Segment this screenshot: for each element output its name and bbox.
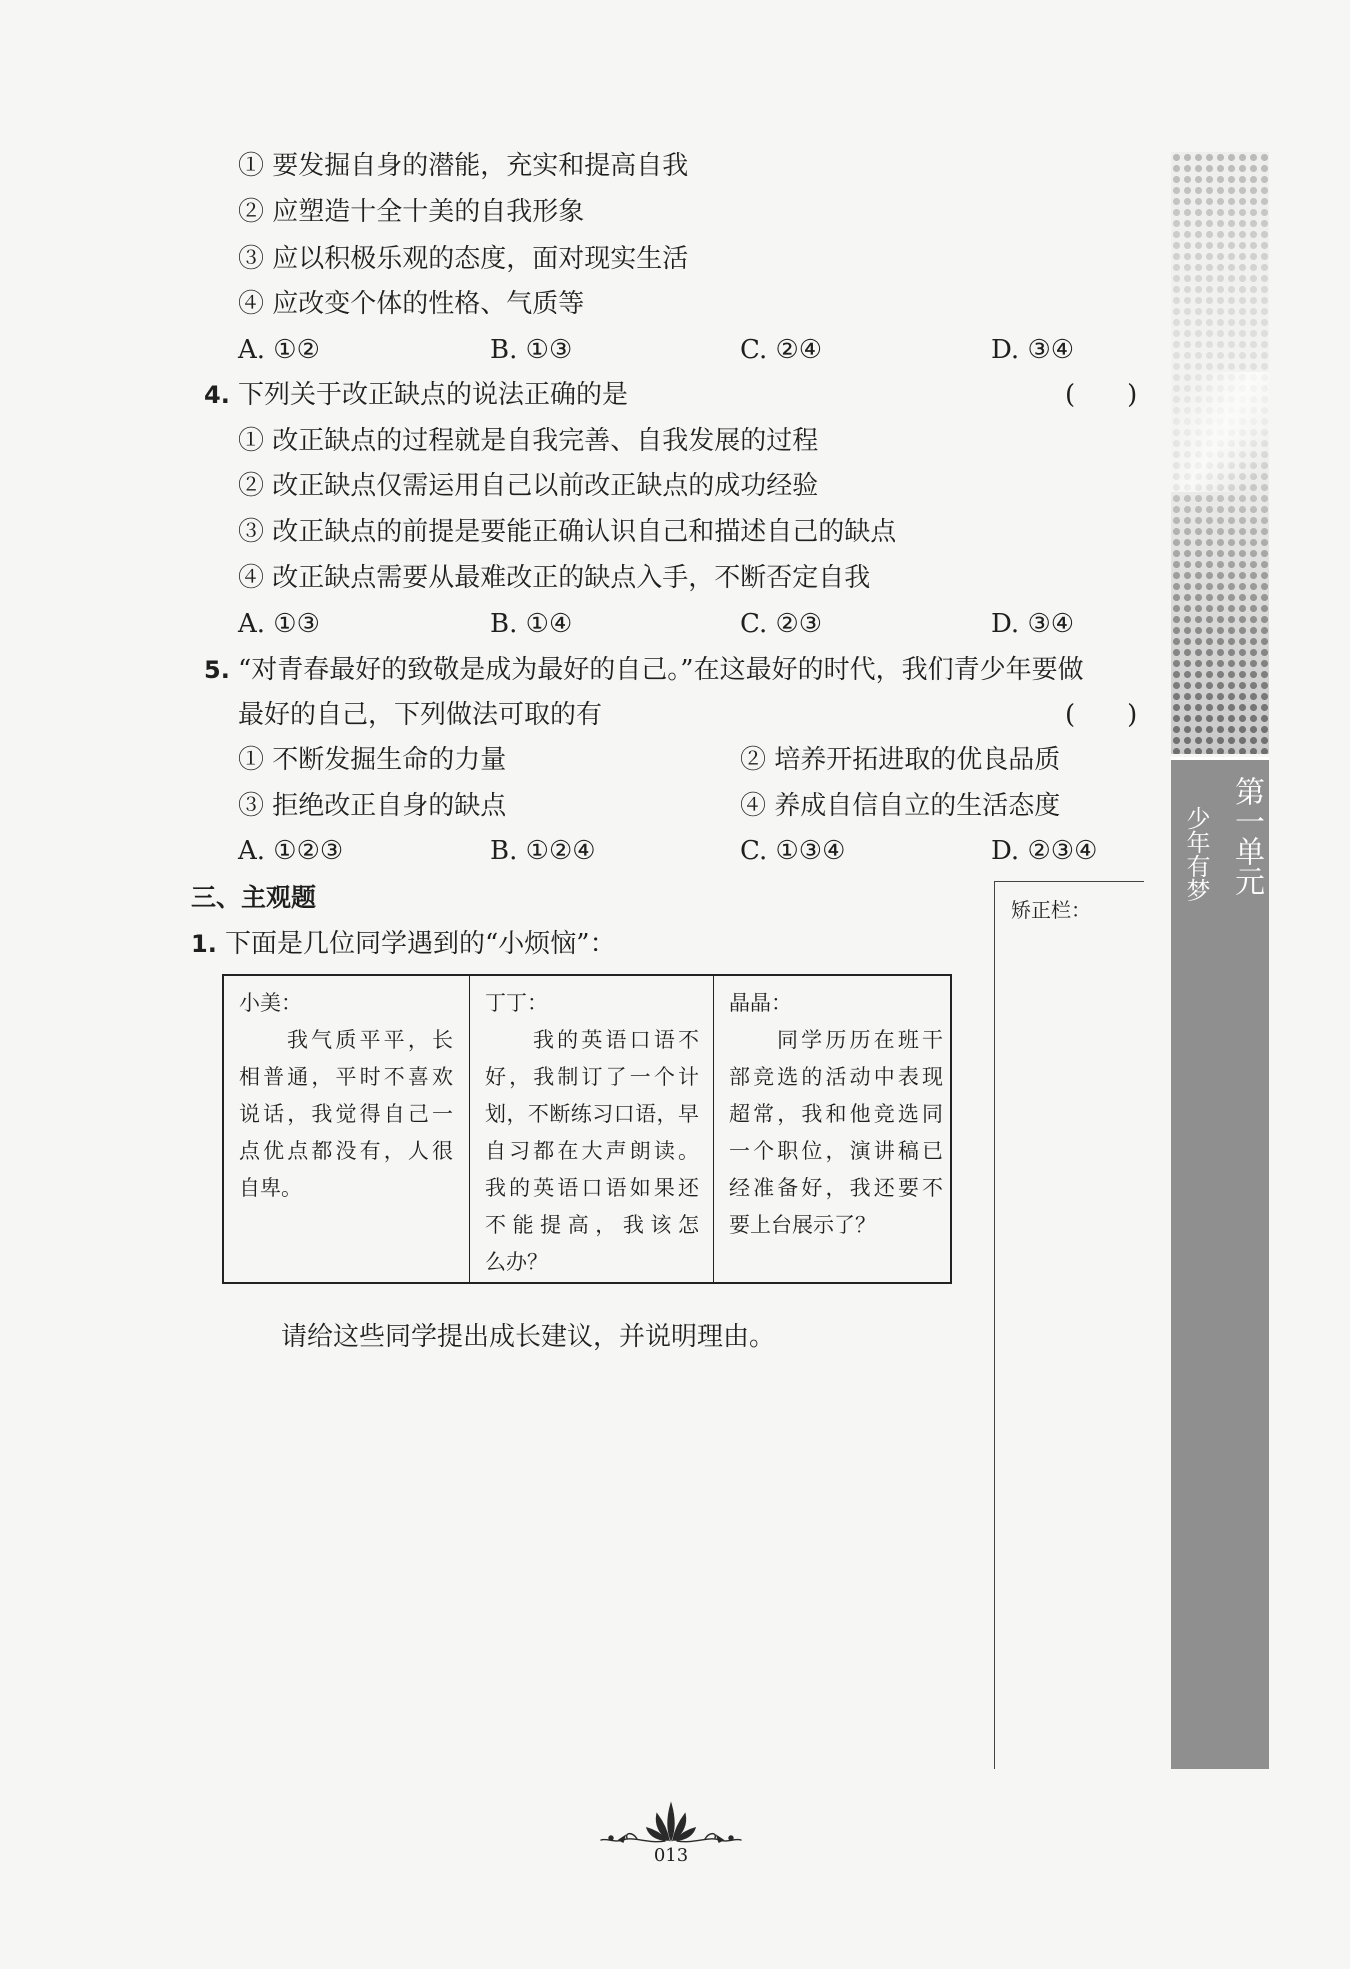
q3-statement-4: ④ 应改变个体的性格、气质等 [238, 289, 585, 319]
page-number: 013 [653, 1845, 689, 1866]
correction-column-label: 矫正栏： [1011, 898, 1091, 922]
unit-sidebar [1171, 757, 1269, 1769]
q4-choice-d: D. ③④ [991, 609, 1075, 639]
s3-q1-number: 1. [191, 930, 217, 958]
floral-ornament-icon [597, 1796, 745, 1846]
table-column-jingjing [713, 976, 950, 1282]
unit-number-label: 第一单元 [1229, 776, 1264, 896]
q3-statement-3: ③ 应以积极乐观的态度，面对现实生活 [238, 244, 689, 274]
s3-q1-stem: 下面是几位同学遇到的“小烦恼”： [225, 929, 616, 959]
table-text-line: 一个职位，演讲稿已 [729, 1139, 943, 1163]
table-text-line: 我的英语口语如果还 [485, 1176, 699, 1200]
table-text-line: 说话，我觉得自己一 [239, 1102, 453, 1126]
student-name: 小美： [239, 991, 302, 1015]
q4-statement-3: ③ 改正缺点的前提是要能正确认识自己和描述自己的缺点 [238, 517, 897, 547]
q5-answer-blank[interactable]: ( ) [1065, 700, 1138, 730]
table-text-line: 部竞选的活动中表现 [729, 1065, 943, 1089]
q4-choice-c: C. ②③ [740, 609, 823, 639]
q4-choice-b: B. ①④ [490, 609, 573, 639]
q5-choice-d: D. ②③④ [991, 836, 1098, 866]
correction-column[interactable] [994, 881, 1144, 1769]
s3-q1-prompt: 请给这些同学提出成长建议，并说明理由。 [281, 1322, 776, 1352]
table-text-line: 不能提高，我该怎 [485, 1213, 699, 1237]
q5-choice-b: B. ①②④ [490, 836, 596, 866]
q3-choice-b: B. ①③ [490, 335, 573, 365]
table-column-dingding [469, 976, 713, 1282]
table-text-line: 我气质平平，长 [287, 1028, 453, 1052]
table-text-line: 点优点都没有，人很 [239, 1139, 453, 1163]
q5-choice-a: A. ①②③ [238, 836, 344, 866]
table-text-line: 自卑。 [239, 1176, 302, 1200]
q4-statement-2: ② 改正缺点仅需运用自己以前改正缺点的成功经验 [238, 471, 819, 501]
q5-statement-1: ① 不断发掘生命的力量 [238, 745, 507, 775]
q3-choice-d: D. ③④ [991, 335, 1075, 365]
table-text-line: 同学历历在班干 [777, 1028, 943, 1052]
q5-stem-line-1: “对青春最好的致敬是成为最好的自己。”在这最好的时代，我们青少年要做 [238, 655, 1084, 685]
q4-answer-blank[interactable]: ( ) [1065, 380, 1138, 410]
q4-choice-a: A. ①③ [238, 609, 320, 639]
q3-statement-2: ② 应塑造十全十美的自我形象 [238, 197, 585, 227]
troubles-table [222, 974, 952, 1284]
table-text-line: 超常，我和他竞选同 [729, 1102, 943, 1126]
table-column-xiaomei [224, 976, 469, 1282]
q5-statement-4: ④ 养成自信自立的生活态度 [740, 791, 1061, 821]
q3-choice-a: A. ①② [238, 335, 320, 365]
table-text-line: 要上台展示了？ [729, 1213, 876, 1237]
q5-statement-2: ② 培养开拓进取的优良品质 [740, 745, 1061, 775]
student-name: 丁丁： [485, 991, 548, 1015]
q5-statement-3: ③ 拒绝改正自身的缺点 [238, 791, 507, 821]
q4-statement-4: ④ 改正缺点需要从最难改正的缺点入手，不断否定自我 [238, 563, 871, 593]
unit-title-label: 少年有梦 [1182, 806, 1210, 902]
q5-stem-line-2: 最好的自己，下列做法可取的有 [238, 700, 603, 730]
q4-stem: 下列关于改正缺点的说法正确的是 [238, 380, 629, 410]
q5-choice-c: C. ①③④ [740, 836, 846, 866]
table-text-line: 么办？ [485, 1250, 548, 1274]
table-text-line: 相普通，平时不喜欢 [239, 1065, 453, 1089]
table-text-line: 经准备好，我还要不 [729, 1176, 943, 1200]
table-text-line: 好，我制订了一个计 [485, 1065, 699, 1089]
q4-number: 4. [204, 381, 230, 409]
q3-choice-c: C. ②④ [740, 335, 823, 365]
q3-statement-1: ① 要发掘自身的潜能，充实和提高自我 [238, 151, 689, 181]
q5-number: 5. [204, 656, 230, 684]
table-text-line: 划，不断练习口语，早 [485, 1102, 699, 1126]
student-name: 晶晶： [729, 991, 792, 1015]
section-heading: 三、主观题 [191, 883, 317, 912]
q4-statement-1: ① 改正缺点的过程就是自我完善、自我发展的过程 [238, 426, 819, 456]
table-text-line: 我的英语口语不 [533, 1028, 699, 1052]
table-text-line: 自习都在大声朗读。 [485, 1139, 699, 1163]
halftone-decoration [1171, 152, 1269, 754]
